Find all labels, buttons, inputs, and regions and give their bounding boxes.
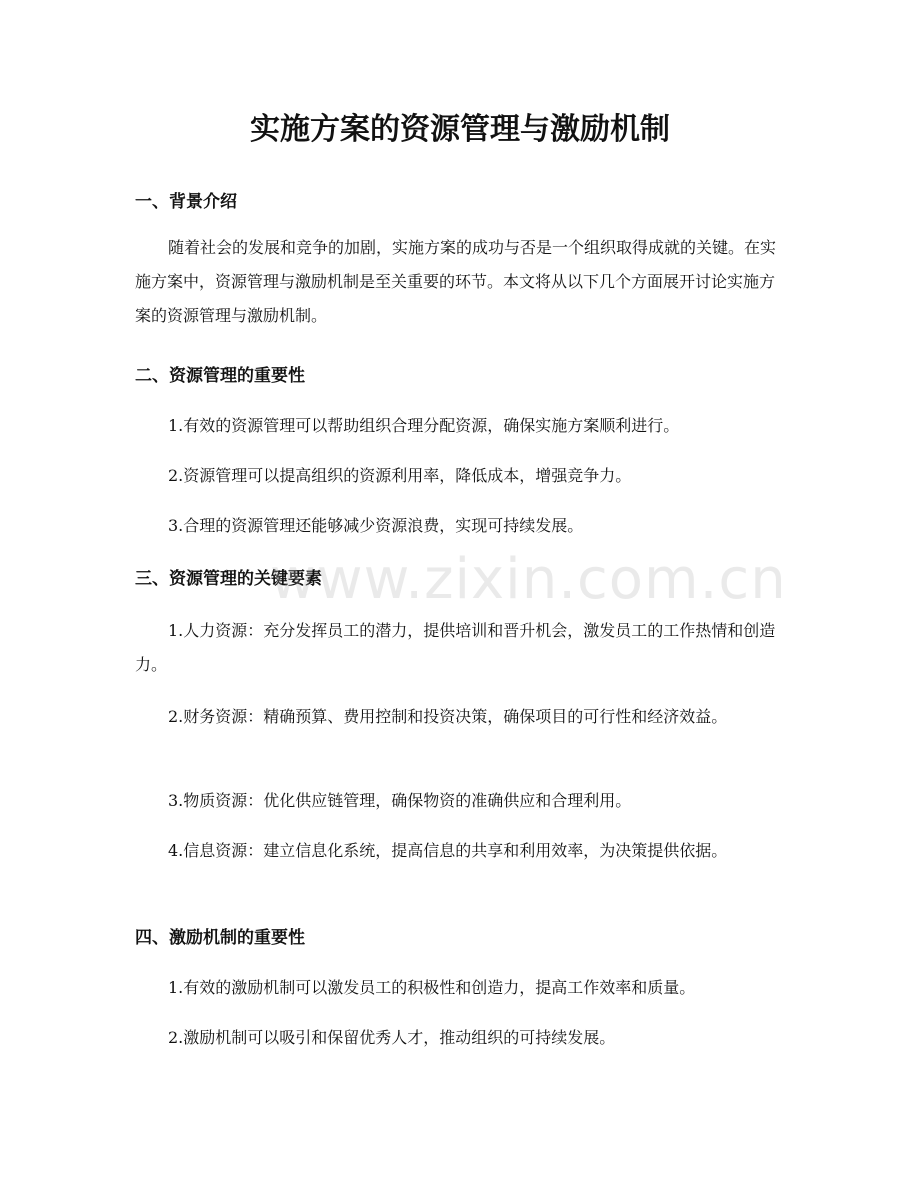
section-paragraph: 3.合理的资源管理还能够减少资源浪费，实现可持续发展。 (168, 516, 584, 535)
section-paragraph: 2.激励机制可以吸引和保留优秀人才，推动组织的可持续发展。 (168, 1028, 616, 1047)
section-paragraph: 1.人力资源：充分发挥员工的潜力，提供培训和晋升机会，激发员工的工作热情和创造力。 (135, 621, 776, 674)
section-heading-resource-elements: 三、资源管理的关键要素 (135, 569, 322, 589)
document-title: 实施方案的资源管理与激励机制 (250, 112, 670, 147)
section-paragraph: 1.有效的激励机制可以激发员工的积极性和创造力，提高工作效率和质量。 (168, 978, 696, 997)
section-heading-background: 一、背景介绍 (135, 192, 237, 212)
watermark: www.zixin.com.cn (270, 547, 787, 612)
section-paragraph: 2.财务资源：精确预算、费用控制和投资决策，确保项目的可行性和经济效益。 (168, 707, 728, 726)
section-paragraph: 2.资源管理可以提高组织的资源利用率，降低成本，增强竞争力。 (168, 466, 632, 485)
section-paragraph: 1.有效的资源管理可以帮助组织合理分配资源，确保实施方案顺利进行。 (168, 416, 680, 435)
section-paragraph: 随着社会的发展和竞争的加剧，实施方案的成功与否是一个组织取得成就的关键。在实施方案中，资源管理与激励机制是至关重要的环节。本文将从以下几个方面展开讨论实施方案的资源管理与激励机制。 (135, 238, 777, 325)
section-paragraph: 3.物质资源：优化供应链管理，确保物资的准确供应和合理利用。 (168, 791, 632, 810)
section-heading-incentive-importance: 四、激励机制的重要性 (135, 928, 305, 948)
section-paragraph: 4.信息资源：建立信息化系统，提高信息的共享和利用效率，为决策提供依据。 (168, 841, 728, 860)
section-heading-resource-importance: 二、资源管理的重要性 (135, 366, 305, 386)
